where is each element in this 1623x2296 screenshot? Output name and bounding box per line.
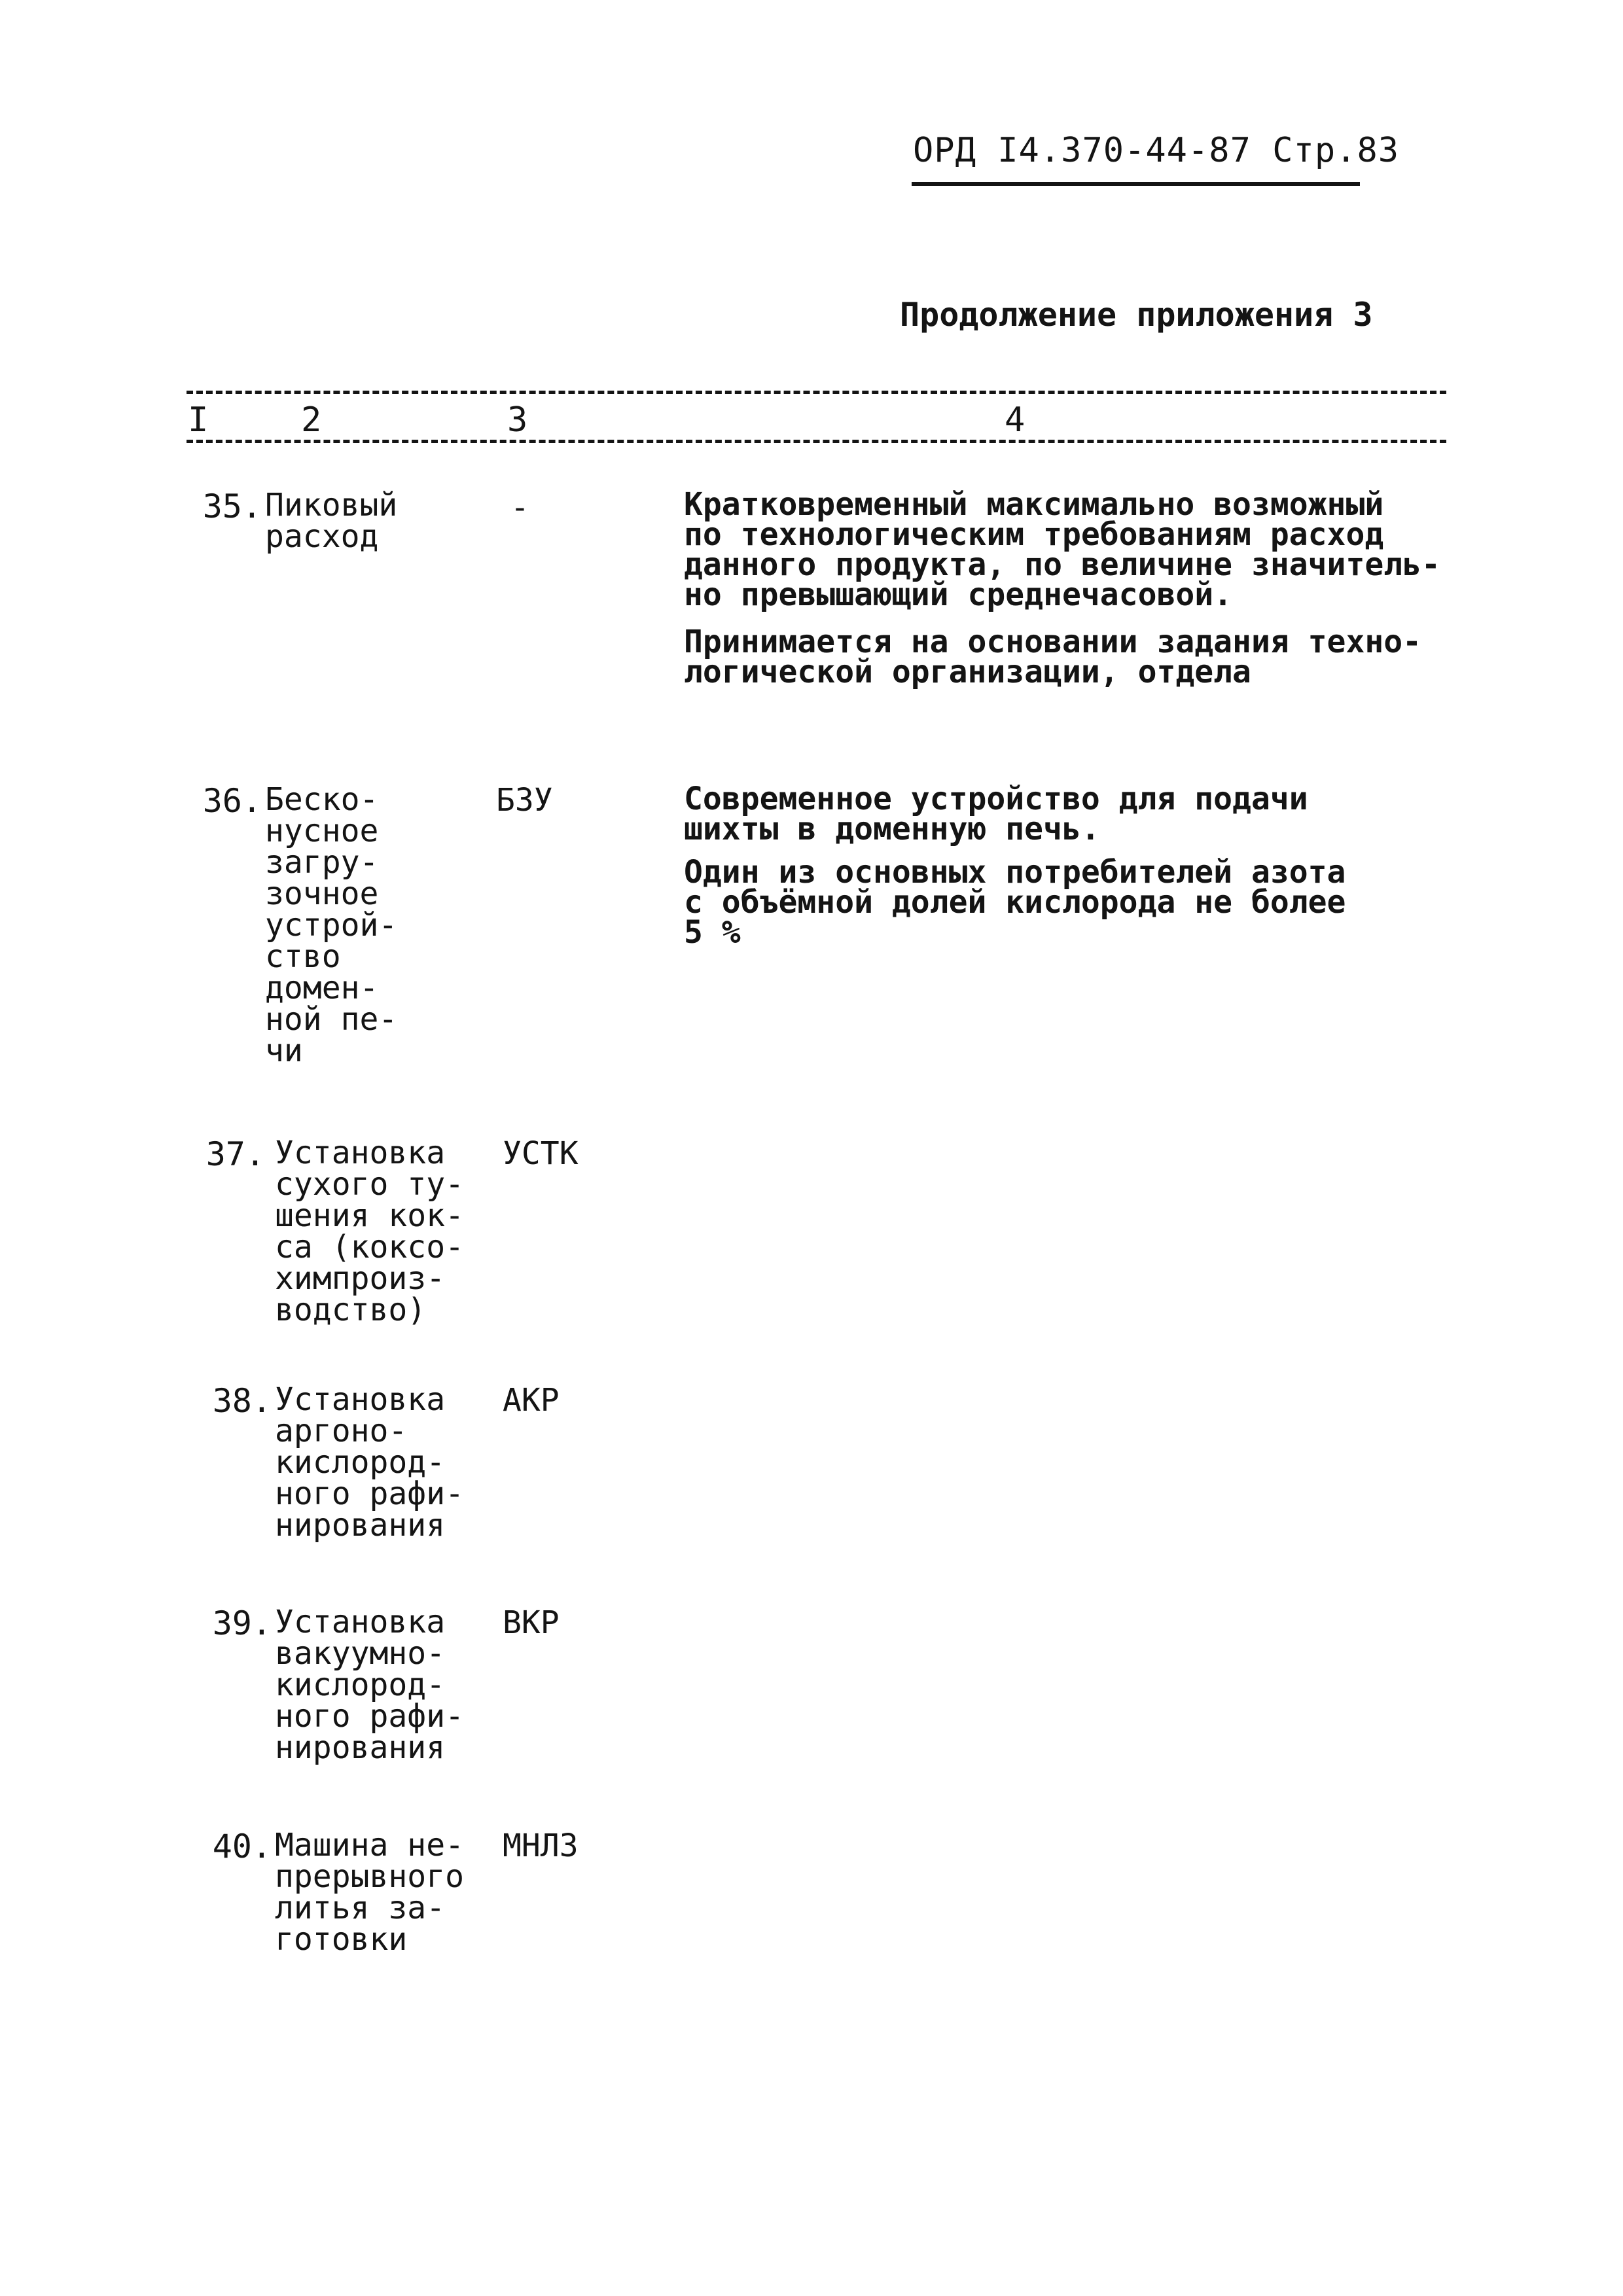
entry-description-note: Принимается на основании задания техно- логической организации, отдела xyxy=(684,624,1422,690)
entry-abbreviation: АКР xyxy=(503,1382,560,1419)
entry-number: 40. xyxy=(212,1828,272,1865)
continuation-title: Продолжение приложения 3 xyxy=(900,296,1373,334)
entry-abbreviation: БЗУ xyxy=(496,782,553,819)
entry-number: 39. xyxy=(212,1604,272,1642)
entry-description: Современное устройство для подачи шихты в доменную печь. xyxy=(684,781,1308,847)
entry-term: Машина не- прерывного литья за- готовки xyxy=(275,1827,464,1958)
entry-term: Пиковый расход xyxy=(265,487,398,555)
page-header: ОРД I4.370-44-87 Стр.83 xyxy=(913,131,1400,170)
entry-abbreviation: ВКР xyxy=(503,1604,560,1641)
entry-number: 36. xyxy=(202,782,262,820)
column-header-3: 3 xyxy=(507,400,528,440)
entry-number: 35. xyxy=(202,487,262,525)
entry-description: Кратковременный максимально возможный по технологическим требованиям расход данного продукта, по величине значитель- но превышающий среднечасовой. xyxy=(684,486,1440,613)
column-header-1: I xyxy=(188,400,209,440)
entry-description-note: Один из основных потребителей азота с объёмной долей кислорода не более 5 % xyxy=(684,854,1346,951)
entry-term: Беско- нусное загру- зочное устрой- ство домен- ной пе- чи xyxy=(265,781,398,1069)
entry-term: Установка аргоно- кислород- ного рафи- нирования xyxy=(275,1381,464,1544)
entry-abbreviation: - xyxy=(510,489,529,526)
column-header-2: 2 xyxy=(301,400,322,440)
entry-abbreviation: МНЛЗ xyxy=(503,1828,579,1864)
entry-abbreviation: УСТК xyxy=(503,1135,579,1172)
entry-term: Установка сухого ту- шения кок- са (коксо- химпроиз- водство) xyxy=(275,1135,464,1328)
table-header-top-rule xyxy=(187,391,1446,394)
column-header-4: 4 xyxy=(1005,400,1026,440)
entry-number: 38. xyxy=(212,1382,272,1420)
header-underline xyxy=(912,182,1360,186)
table-header-bottom-rule xyxy=(187,440,1446,443)
entry-term: Установка вакуумно- кислород- ного рафи- нирования xyxy=(275,1604,464,1766)
entry-number: 37. xyxy=(205,1135,265,1173)
